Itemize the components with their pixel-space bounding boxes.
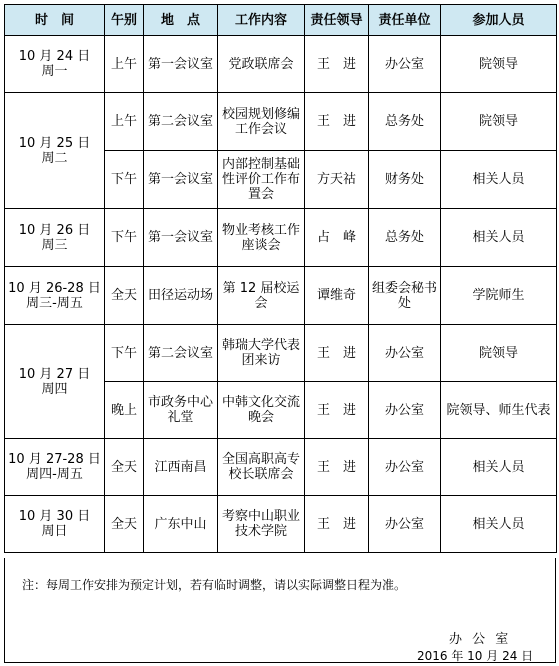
date-text: 10 月 24 日 [18,49,91,64]
leader-cell: 占 峰 [305,209,369,267]
leader-cell: 王 进 [305,439,369,496]
period-cell: 下午 [105,325,144,382]
unit-cell: 办公室 [369,382,441,439]
attendees-cell: 院领导 [441,36,557,93]
content-cell: 韩瑞大学代表团来访 [218,325,305,382]
place-cell: 第二会议室 [144,325,218,382]
content-cell: 内部控制基础性评价工作布置会 [218,151,305,209]
content-cell: 考察中山职业技术学院 [218,496,305,553]
header-content: 工作内容 [218,5,305,36]
unit-cell: 办公室 [369,496,441,553]
date-cell [5,36,105,93]
date-text: 10 月 25 日 [18,135,91,151]
weekday-text: 周日 [41,524,68,539]
period-cell: 上午 [105,36,144,93]
place-cell: 广东中山 [144,496,218,553]
weekday-text: 周三-周五 [26,295,83,311]
period-cell: 下午 [105,151,144,209]
header-unit: 责任单位 [369,5,441,36]
unit-cell: 办公室 [369,325,441,382]
place-cell: 第二会议室 [144,93,218,151]
leader-cell: 方天祜 [305,151,369,209]
leader-cell: 王 进 [305,36,369,93]
content-cell: 物业考核工作座谈会 [218,209,305,267]
header-leader: 责任领导 [305,5,369,36]
header-period: 午别 [105,5,144,36]
schedule-table [4,4,557,553]
date-text: 10 月 30 日 [18,509,91,524]
table-row [5,267,557,325]
period-cell: 上午 [105,93,144,151]
period-cell: 全天 [105,496,144,553]
attendees-cell: 相关人员 [441,496,557,553]
place-cell: 第一会议室 [144,209,218,267]
date-cell [5,325,105,439]
unit-cell: 办公室 [369,36,441,93]
place-cell: 第一会议室 [144,36,218,93]
unit-cell: 组委会秘书处 [369,267,441,325]
content-cell: 校园规划修编工作会议 [218,93,305,151]
content-cell: 中韩文化交流晚会 [218,382,305,439]
issue-date: 2016 年 10 月 24 日 [417,649,534,663]
unit-cell: 总务处 [369,209,441,267]
date-cell [5,93,105,209]
date-cell [5,267,105,325]
place-cell: 田径运动场 [144,267,218,325]
leader-cell: 谭维奇 [305,267,369,325]
weekday-text: 周四-周五 [26,467,83,482]
content-cell: 全国高职高专校长联席会 [218,439,305,496]
period-cell: 下午 [105,209,144,267]
weekday-text: 周二 [41,150,68,166]
attendees-cell: 相关人员 [441,439,557,496]
unit-cell: 办公室 [369,439,441,496]
leader-cell: 王 进 [305,93,369,151]
attendees-cell: 院领导 [441,325,557,382]
date-cell [5,496,105,553]
weekday-text: 周一 [41,64,68,79]
attendees-cell: 学院师生 [441,267,557,325]
header-time: 时 间 [5,5,105,36]
leader-cell: 王 进 [305,382,369,439]
period-cell: 全天 [105,267,144,325]
period-cell: 全天 [105,439,144,496]
attendees-cell: 相关人员 [441,209,557,267]
date-text: 10 月 27-28 日 [8,452,101,467]
date-text: 10 月 27 日 [18,366,91,382]
date-text: 10 月 26-28 日 [8,280,101,296]
date-text: 10 月 26 日 [18,222,91,238]
content-cell: 第 12 届校运会 [218,267,305,325]
period-cell: 晚上 [105,382,144,439]
place-cell: 江西南昌 [144,439,218,496]
table-row [5,325,557,382]
table-row [5,93,557,151]
date-cell [5,209,105,267]
table-row [5,36,557,93]
attendees-cell: 相关人员 [441,151,557,209]
schedule-note: 注：每周工作安排为预定计划，若有临时调整，请以实际调整日程为准。 [22,578,407,592]
weekday-text: 周四 [41,381,68,397]
header-row [5,5,557,36]
date-cell [5,439,105,496]
attendees-cell: 院领导 [441,93,557,151]
unit-cell: 财务处 [369,151,441,209]
header-place: 地 点 [144,5,218,36]
table-row [5,209,557,267]
table-row [5,439,557,496]
weekday-text: 周三 [41,237,68,253]
leader-cell: 王 进 [305,496,369,553]
attendees-cell: 院领导、师生代表 [441,382,557,439]
table-row [5,496,557,553]
content-cell: 党政联席会 [218,36,305,93]
header-attendees: 参加人员 [441,5,557,36]
issuing-office: 办 公 室 [449,632,512,647]
unit-cell: 总务处 [369,93,441,151]
place-cell: 市政务中心礼堂 [144,382,218,439]
place-cell: 第一会议室 [144,151,218,209]
leader-cell: 王 进 [305,325,369,382]
